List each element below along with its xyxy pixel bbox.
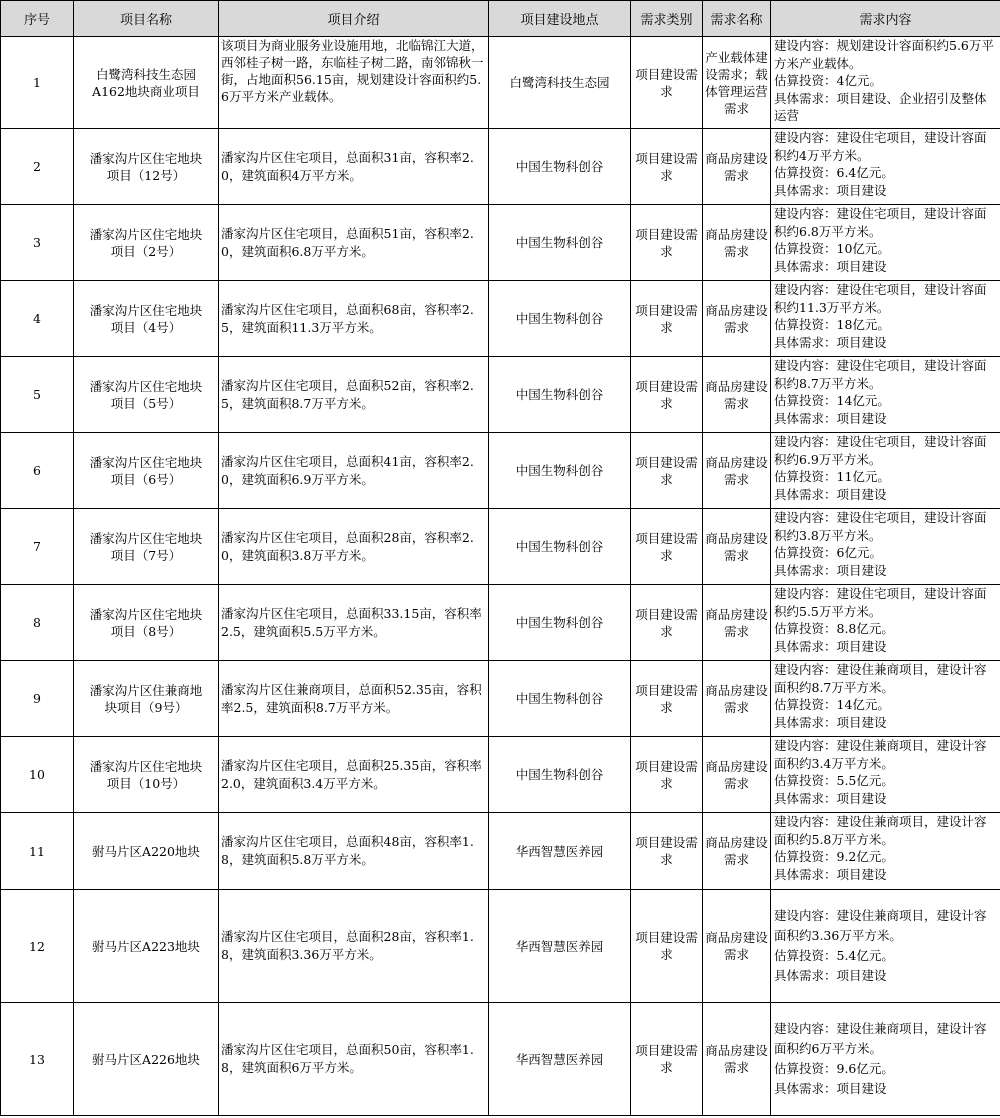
cell-text: 潘家沟片区住宅项目，总面积52亩，容积率2.5，建筑面积8.7万平方米。 [221, 377, 474, 411]
row-no [1, 661, 74, 737]
cell-text: 建设内容：建设住兼商项目，建设计容面积约5.8万平方米。 估算投资：9.2亿元。 具体需求：项目建设 [774, 814, 987, 882]
cell-text: 潘家沟片区住宅项目，总面积68亩，容积率2.5，建筑面积11.3万平方米。 [221, 301, 474, 335]
table-row [1, 129, 1000, 205]
cell-text: 华西智慧医养园 [515, 938, 604, 954]
table-row [1, 205, 1000, 281]
cell-text: 建设内容：建设住宅项目，建设计容面积约6.8万平方米。 估算投资：10亿元。 具体需求：项目建设 [774, 206, 987, 274]
cell-text: 商品房建设需求 [705, 758, 768, 791]
cell-text: 潘家沟片区住宅地块 项目（10号） [89, 758, 203, 791]
row-name [74, 585, 219, 661]
cell-text: 建设内容：建设住宅项目，建设计容面积约3.8万平方米。 估算投资：6亿元。 具体需求：项目建设 [774, 510, 987, 578]
table-row [1, 585, 1000, 661]
row-intro [219, 661, 489, 737]
row-category [631, 433, 703, 509]
cell-text: 项目建设需求 [635, 835, 698, 867]
cell-text: 项目建设需求 [635, 150, 698, 183]
cell-text: 潘家沟片区住宅地块 项目（7号） [89, 530, 203, 563]
cell-text: 驸马片区A220地块 [92, 843, 200, 859]
header-name: 项目名称 [74, 1, 219, 37]
cell-text: 10 [29, 767, 45, 782]
row-location [489, 433, 631, 509]
cell-text: 建设内容：建设住宅项目，建设计容面积约11.3万平方米。 估算投资：18亿元。 具体需求：项目建设 [774, 282, 987, 350]
header-location: 项目建设地点 [489, 1, 631, 37]
row-location [489, 1003, 631, 1116]
row-location [489, 813, 631, 890]
header-no: 序号 [1, 1, 74, 37]
header-category: 需求类别 [631, 1, 703, 37]
row-no [1, 357, 74, 433]
table-row [1, 737, 1000, 813]
row-demand-name [703, 509, 771, 585]
row-location [489, 585, 631, 661]
cell-text: 建设内容：建设住宅项目，建设计容面积约5.5万平方米。 估算投资：8.8亿元。 具体需求：项目建设 [774, 586, 987, 654]
cell-text: 潘家沟片区住宅项目，总面积25.35亩，容积率2.0，建筑面积3.4万平方米。 [221, 757, 482, 791]
cell-text: 潘家沟片区住宅项目，总面积48亩，容积率1.8，建筑面积5.8万平方米。 [221, 834, 474, 867]
cell-text: 11 [29, 843, 45, 859]
cell-text: 潘家沟片区住宅地块 项目（4号） [89, 302, 203, 335]
row-intro [219, 205, 489, 281]
cell-text: 中国生物科创谷 [515, 539, 604, 554]
row-content [771, 509, 1000, 585]
cell-text: 商品房建设需求 [705, 1043, 768, 1075]
row-category [631, 37, 703, 129]
row-location [489, 661, 631, 737]
cell-text: 8 [33, 615, 41, 630]
cell-text: 4 [33, 311, 41, 326]
row-intro [219, 37, 489, 129]
row-name [74, 737, 219, 813]
row-location [489, 205, 631, 281]
cell-text: 7 [33, 539, 41, 554]
row-location [489, 281, 631, 357]
cell-text: 建设内容：建设住宅项目，建设计容面积约6.9万平方米。 估算投资：11亿元。 具体需求：项目建设 [774, 434, 987, 502]
row-content [771, 281, 1000, 357]
cell-text: 驸马片区A226地块 [92, 1051, 200, 1067]
row-no [1, 509, 74, 585]
cell-text: 华西智慧医养园 [515, 1051, 604, 1067]
cell-text: 潘家沟片区住宅项目，总面积33.15亩，容积率2.5，建筑面积5.5万平方米。 [221, 605, 482, 639]
row-content [771, 205, 1000, 281]
table-row [1, 509, 1000, 585]
row-location [489, 509, 631, 585]
cell-text: 潘家沟片区住宅地块 项目（5号） [89, 378, 203, 411]
cell-text: 商品房建设需求 [705, 530, 768, 563]
cell-text: 潘家沟片区住宅地块 项目（8号） [89, 606, 203, 639]
cell-text: 潘家沟片区住宅项目，总面积28亩，容积率1.8，建筑面积3.36万平方米。 [221, 929, 474, 962]
row-content [771, 813, 1000, 890]
row-name [74, 509, 219, 585]
row-no [1, 205, 74, 281]
row-intro [219, 509, 489, 585]
cell-text: 潘家沟片区住宅项目，总面积41亩，容积率2.0，建筑面积6.9万平方米。 [221, 453, 474, 487]
row-name [74, 661, 219, 737]
row-demand-name [703, 737, 771, 813]
cell-text: 项目建设需求 [635, 606, 698, 639]
row-demand-name [703, 129, 771, 205]
row-content [771, 737, 1000, 813]
cell-text: 1 [33, 75, 41, 90]
row-category [631, 890, 703, 1003]
row-name [74, 205, 219, 281]
cell-text: 潘家沟片区住宅项目，总面积51亩，容积率2.0，建筑面积6.8万平方米。 [221, 225, 474, 259]
cell-text: 白鹭湾科技生态园 A162地块商业项目 [92, 66, 200, 99]
cell-text: 商品房建设需求 [705, 302, 768, 335]
row-content [771, 585, 1000, 661]
row-demand-name [703, 890, 771, 1003]
cell-text: 建设内容：建设住兼商项目，建设计容面积约8.7万平方米。 估算投资：14亿元。 具体需求：项目建设 [774, 662, 987, 730]
cell-text: 项目建设需求 [635, 302, 698, 335]
cell-text: 中国生物科创谷 [515, 615, 604, 630]
cell-text: 中国生物科创谷 [515, 159, 604, 174]
cell-text: 项目建设需求 [635, 530, 698, 563]
cell-text: 商品房建设需求 [705, 226, 768, 259]
row-intro [219, 1003, 489, 1116]
cell-text: 潘家沟片区住兼商项目，总面积52.35亩，容积率2.5，建筑面积8.7万平方米。 [221, 681, 482, 715]
cell-text: 项目建设需求 [635, 226, 698, 259]
row-no [1, 890, 74, 1003]
row-content [771, 890, 1000, 1003]
table-row [1, 1003, 1000, 1116]
row-intro [219, 129, 489, 205]
table-row [1, 890, 1000, 1003]
row-category [631, 661, 703, 737]
row-no [1, 37, 74, 129]
row-demand-name [703, 585, 771, 661]
cell-text: 6 [33, 463, 41, 478]
cell-text: 5 [33, 387, 41, 402]
row-name [74, 37, 219, 129]
cell-text: 项目建设需求 [635, 454, 698, 487]
row-content [771, 661, 1000, 737]
row-demand-name [703, 661, 771, 737]
cell-text: 项目建设需求 [635, 378, 698, 411]
row-category [631, 813, 703, 890]
cell-text: 中国生物科创谷 [515, 235, 604, 250]
cell-text: 13 [29, 1051, 45, 1067]
table-row [1, 813, 1000, 890]
cell-text: 2 [33, 159, 41, 174]
cell-text: 潘家沟片区住宅项目，总面积50亩，容积率1.8，建筑面积6万平方米。 [221, 1042, 474, 1075]
row-no [1, 737, 74, 813]
cell-text: 中国生物科创谷 [515, 311, 604, 326]
row-category [631, 129, 703, 205]
row-intro [219, 890, 489, 1003]
cell-text: 项目建设需求 [635, 66, 698, 99]
table-row [1, 433, 1000, 509]
row-no [1, 433, 74, 509]
table-row [1, 281, 1000, 357]
cell-text: 潘家沟片区住宅项目，总面积31亩，容积率2.0，建筑面积4万平方米。 [221, 149, 474, 183]
row-no [1, 129, 74, 205]
row-demand-name [703, 281, 771, 357]
cell-text: 该项目为商业服务业设施用地，北临锦江大道，西邻桂子树一路，东临桂子树二路，南邻锦秋一街，占地面积56.15亩，规划建设计容面积约5.6万平方米产业载体。 [221, 38, 484, 104]
cell-text: 建设内容：建设住兼商项目，建设计容面积约6万平方米。 估算投资：9.6亿元。 具体需求：项目建设 [774, 1021, 987, 1096]
cell-text: 9 [33, 691, 41, 706]
row-category [631, 585, 703, 661]
cell-text: 项目建设需求 [635, 682, 698, 715]
row-name [74, 357, 219, 433]
row-location [489, 890, 631, 1003]
row-content [771, 37, 1000, 129]
cell-text: 商品房建设需求 [705, 378, 768, 411]
row-category [631, 509, 703, 585]
table-row [1, 661, 1000, 737]
cell-text: 建设内容：建设住宅项目，建设计容面积约8.7万平方米。 估算投资：14亿元。 具体需求：项目建设 [774, 358, 987, 426]
header-row [1, 1, 1000, 37]
row-demand-name [703, 813, 771, 890]
cell-text: 项目建设需求 [635, 1043, 698, 1075]
cell-text: 12 [29, 938, 45, 954]
cell-text: 驸马片区A223地块 [92, 938, 200, 954]
cell-text: 商品房建设需求 [705, 835, 768, 867]
row-category [631, 205, 703, 281]
row-category [631, 281, 703, 357]
row-name [74, 281, 219, 357]
row-content [771, 129, 1000, 205]
row-intro [219, 433, 489, 509]
cell-text: 中国生物科创谷 [515, 463, 604, 478]
header-demand-name: 需求名称 [703, 1, 771, 37]
cell-text: 产业载体建设需求；载体管理运营需求 [705, 49, 768, 116]
cell-text: 商品房建设需求 [705, 930, 768, 962]
row-content [771, 357, 1000, 433]
row-name [74, 813, 219, 890]
cell-text: 潘家沟片区住宅地块 项目（6号） [89, 454, 203, 487]
row-name [74, 129, 219, 205]
cell-text: 潘家沟片区住宅项目，总面积28亩，容积率2.0，建筑面积3.8万平方米。 [221, 529, 474, 563]
table-row [1, 357, 1000, 433]
row-location [489, 357, 631, 433]
row-no [1, 813, 74, 890]
table-row [1, 37, 1000, 129]
cell-text: 华西智慧医养园 [515, 843, 604, 859]
cell-text: 商品房建设需求 [705, 454, 768, 487]
row-no [1, 1003, 74, 1116]
cell-text: 建设内容：建设住兼商项目，建设计容面积约3.4万平方米。 估算投资：5.5亿元。 具体需求：项目建设 [774, 738, 987, 806]
row-content [771, 433, 1000, 509]
row-no [1, 585, 74, 661]
cell-text: 建设内容：建设住宅项目，建设计容面积约4万平方米。 估算投资：6.4亿元。 具体需求：项目建设 [774, 130, 987, 198]
row-intro [219, 357, 489, 433]
row-intro [219, 813, 489, 890]
row-demand-name [703, 433, 771, 509]
cell-text: 潘家沟片区住宅地块 项目（2号） [89, 226, 203, 259]
cell-text: 中国生物科创谷 [515, 691, 604, 706]
row-demand-name [703, 1003, 771, 1116]
row-name [74, 433, 219, 509]
cell-text: 潘家沟片区住兼商地 块项目（9号） [89, 682, 203, 715]
row-location [489, 37, 631, 129]
header-content: 需求内容 [771, 1, 1000, 37]
header-intro: 项目介绍 [219, 1, 489, 37]
cell-text: 潘家沟片区住宅地块 项目（12号） [89, 150, 203, 183]
row-demand-name [703, 37, 771, 129]
row-category [631, 1003, 703, 1116]
row-name [74, 890, 219, 1003]
cell-text: 中国生物科创谷 [515, 767, 604, 782]
row-content [771, 1003, 1000, 1116]
row-demand-name [703, 357, 771, 433]
row-demand-name [703, 205, 771, 281]
row-intro [219, 281, 489, 357]
cell-text: 商品房建设需求 [705, 150, 768, 183]
cell-text: 建设内容：建设住兼商项目，建设计容面积约3.36万平方米。 估算投资：5.4亿元。 具体需求：项目建设 [774, 908, 987, 983]
row-category [631, 737, 703, 813]
cell-text: 项目建设需求 [635, 930, 698, 962]
row-intro [219, 585, 489, 661]
row-intro [219, 737, 489, 813]
row-name [74, 1003, 219, 1116]
row-no [1, 281, 74, 357]
cell-text: 白鹭湾科技生态园 [509, 75, 610, 90]
cell-text: 建设内容：规划建设计容面积约5.6万平方米产业载体。 估算投资：4亿元。 具体需求：项目建设、企业招引及整体运营 [774, 38, 994, 123]
cell-text: 商品房建设需求 [705, 682, 768, 715]
row-location [489, 129, 631, 205]
cell-text: 3 [33, 235, 41, 250]
cell-text: 项目建设需求 [635, 758, 698, 791]
cell-text: 中国生物科创谷 [515, 387, 604, 402]
row-category [631, 357, 703, 433]
row-location [489, 737, 631, 813]
cell-text: 商品房建设需求 [705, 606, 768, 639]
